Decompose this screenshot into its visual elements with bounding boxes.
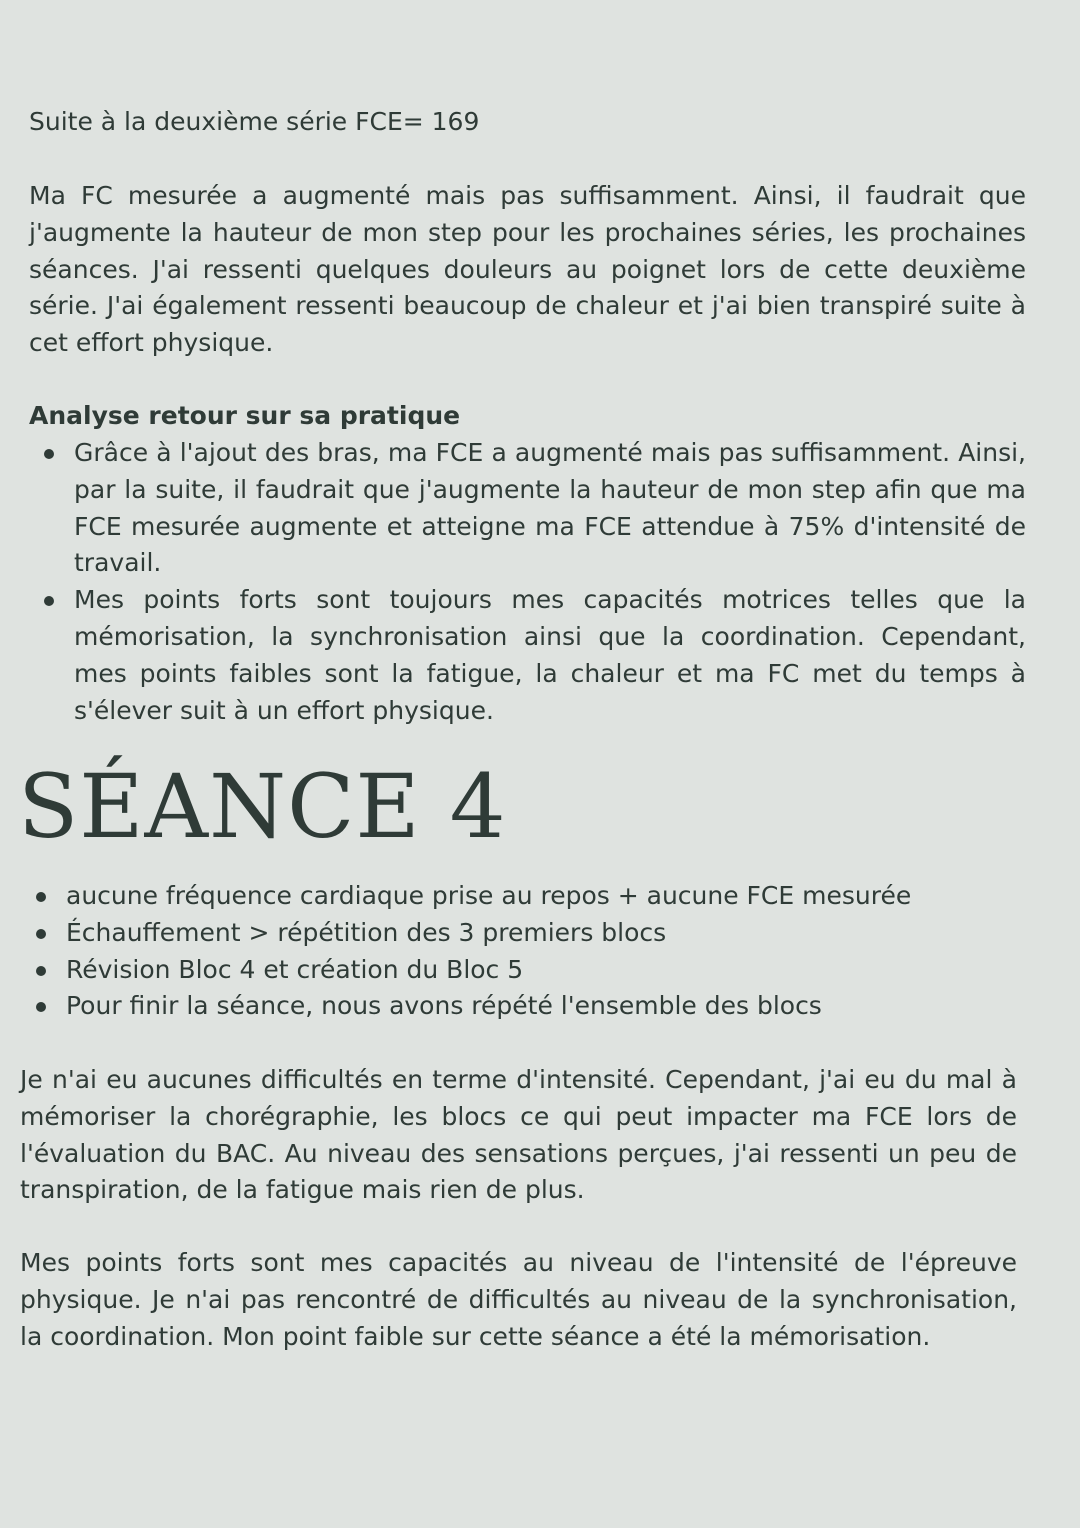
- list-item: Mes points forts sont toujours mes capacités motrices telles que la mémorisation, la synchronisation ainsi que la coordination. Cependant, mes points faibles sont la fatigue, la chaleur et ma FC met du temps à s'élever suit à un effort physique.: [29, 582, 1026, 729]
- list-item: Échauffement > répétition des 3 premiers blocs: [20, 915, 1020, 952]
- analysis-heading: Analyse retour sur sa pratique: [29, 401, 461, 430]
- analysis-bullet-list: [29, 435, 1026, 729]
- paragraph-strengths: Mes points forts sont mes capacités au niveau de l'intensité de l'épreuve physique. Je n'ai pas rencontré de difficultés au niveau de la synchronisation, la coordination. Mon point faible sur cette séance a été la mémorisation.: [20, 1248, 1017, 1351]
- section-title: SÉANCE 4: [18, 755, 507, 858]
- session-bullet-list: [20, 878, 1020, 1025]
- fce-result-line: Suite à la deuxième série FCE= 169: [29, 107, 480, 136]
- list-item: Pour finir la séance, nous avons répété l'ensemble des blocs: [20, 988, 1020, 1025]
- list-item: aucune fréquence cardiaque prise au repos + aucune FCE mesurée: [20, 878, 1020, 915]
- paragraph-difficulties: Je n'ai eu aucunes difficultés en terme d'intensité. Cependant, j'ai eu du mal à mémoriser la chorégraphie, les blocs ce qui peut impacter ma FCE lors de l'évaluation du BAC. Au niveau des sensations perçues, j'ai ressenti un peu de transpiration, de la fatigue mais rien de plus.: [20, 1065, 1017, 1205]
- list-item: Grâce à l'ajout des bras, ma FCE a augmenté mais pas suffisamment. Ainsi, par la suite, il faudrait que j'augmente la hauteur de mon step afin que ma FCE mesurée augmente et atteigne ma FCE attendue à 75% d'intensité de travail.: [29, 435, 1026, 582]
- paragraph-serie-2: Ma FC mesurée a augmenté mais pas suffisamment. Ainsi, il faudrait que j'augmente la hauteur de mon step pour les prochaines séries, les prochaines séances. J'ai ressenti quelques douleurs au poignet lors de cette deuxième série. J'ai également ressenti beaucoup de chaleur et j'ai bien transpiré suite à cet effort physique.: [29, 181, 1026, 358]
- list-item: Révision Bloc 4 et création du Bloc 5: [20, 952, 1020, 989]
